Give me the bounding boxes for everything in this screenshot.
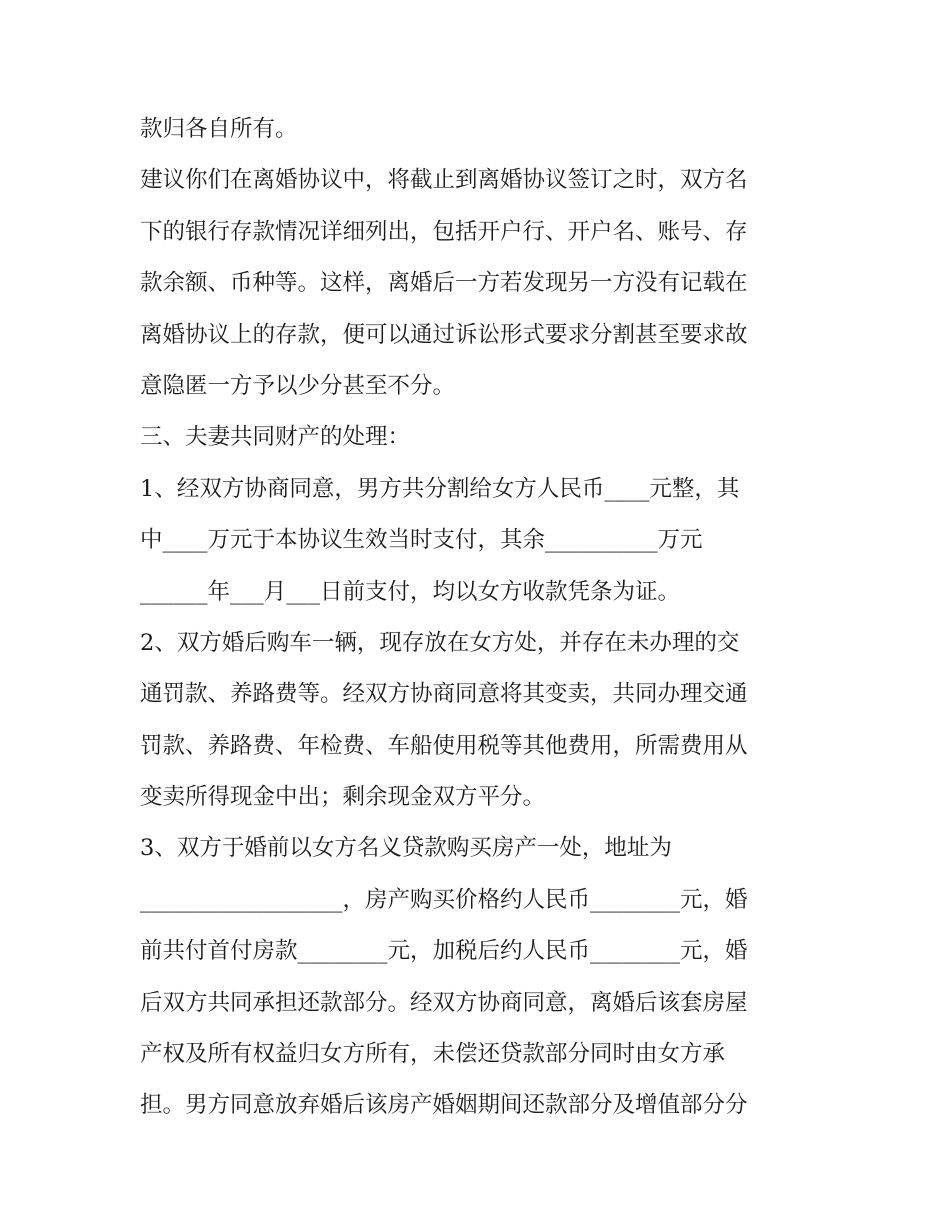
text-line: 中____万元于本协议生效当时支付，其余__________万元 <box>140 527 703 554</box>
text-line: 3、双方于婚前以女方名义贷款购买房产一处，地址为 <box>140 835 672 862</box>
text-line: 意隐匿一方予以少分甚至不分。 <box>140 372 456 399</box>
text-line: 1、经双方协商同意，男方共分割给女方人民币____元整，其 <box>140 475 740 502</box>
text-line: 后双方共同承担还款部分。经双方协商同意，离婚后该套房屋 <box>140 989 748 1016</box>
document-body <box>140 104 816 1132</box>
text-line: 罚款、养路费、年检费、车船使用税等其他费用，所需费用从 <box>140 732 748 759</box>
text-line: 前共付首付房款________元，加税后约人民币________元，婚 <box>140 938 748 965</box>
text-line: 离婚协议上的存款，便可以通过诉讼形式要求分割甚至要求故 <box>140 321 748 348</box>
section-heading: 三、夫妻共同财产的处理： <box>140 424 411 451</box>
text-line: 款余额、币种等。这样，离婚后一方若发现另一方没有记载在 <box>140 270 748 297</box>
text-line: 变卖所得现金中出；剩余现金双方平分。 <box>140 784 546 811</box>
text-line: 通罚款、养路费等。经双方协商同意将其变卖，共同办理交通 <box>140 681 748 708</box>
text-line: 建议你们在离婚协议中，将截止到离婚协议签订之时，双方名 <box>140 167 748 194</box>
text-line: 产权及所有权益归女方所有，未偿还贷款部分同时由女方承 <box>140 1041 726 1068</box>
text-line: __________________，房产购买价格约人民币________元，婚 <box>140 886 748 913</box>
text-line: 担。男方同意放弃婚后该房产婚姻期间还款部分及增值部分分 <box>140 1092 748 1119</box>
text-line: 2、双方婚后购车一辆，现存放在女方处，并存在未办理的交 <box>140 629 740 656</box>
text-line: 款归各自所有。 <box>140 116 298 142</box>
text-line: 下的银行存款情况详细列出，包括开户行、开户名、账号、存 <box>140 218 748 245</box>
text-line: ______年___月___日前支付，均以女方收款凭条为证。 <box>140 578 681 605</box>
